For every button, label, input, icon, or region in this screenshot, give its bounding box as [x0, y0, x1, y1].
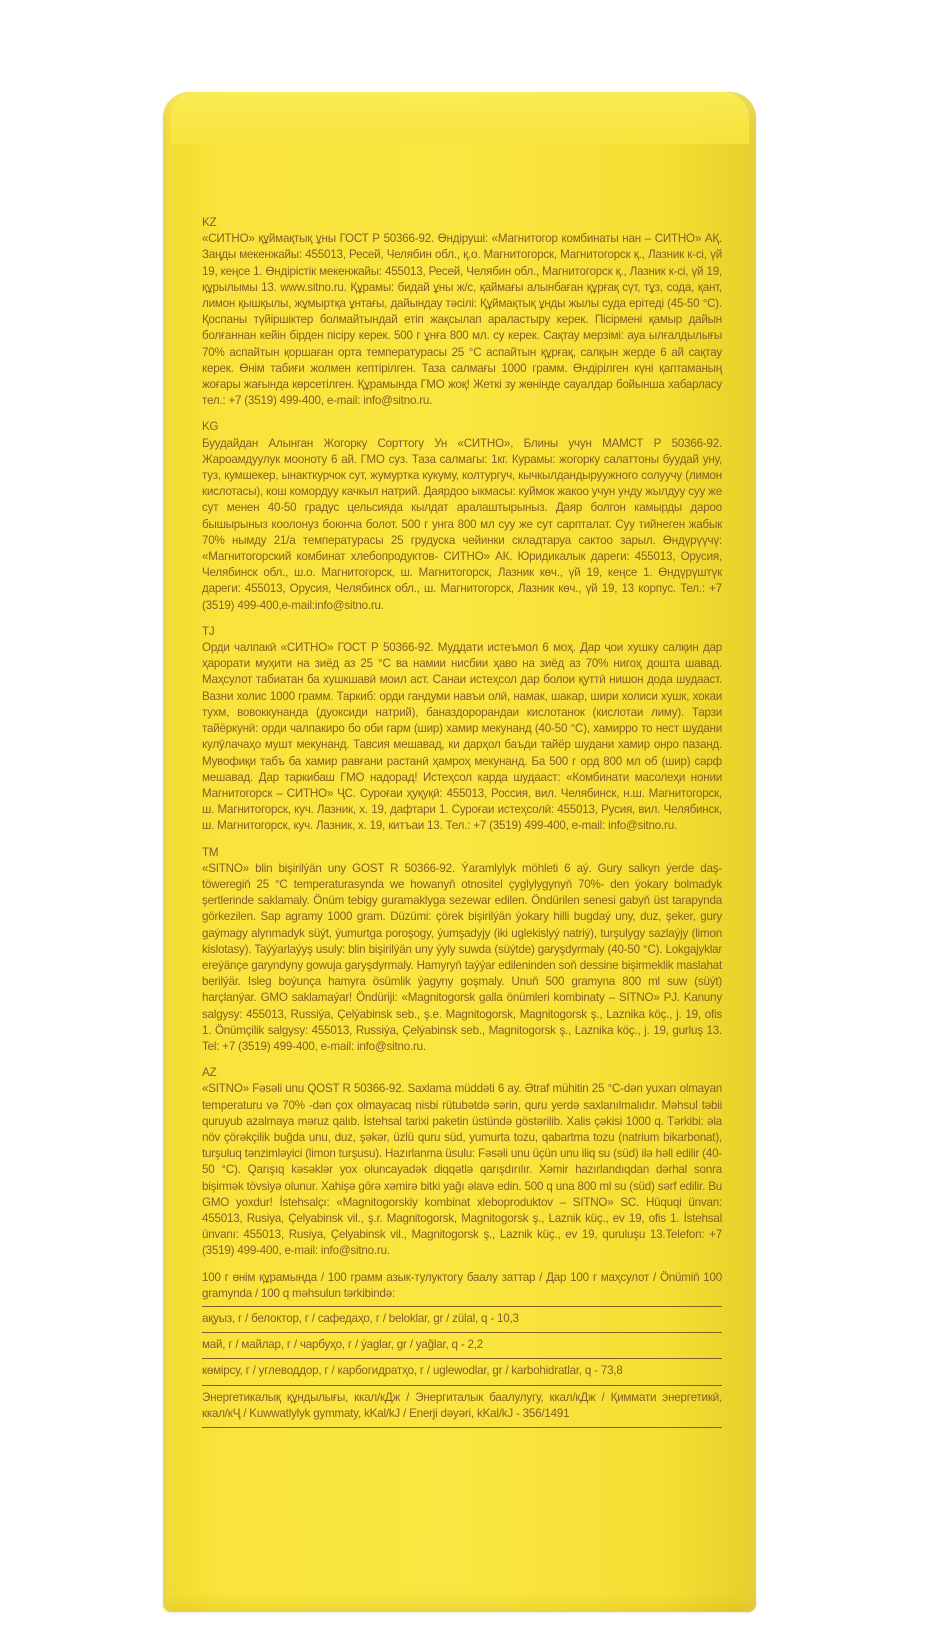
description-text: «SITNO» Fəsəli unu QOST R 50366-92. Saxlama müddəti 6 ay. Ətraf mühitin 25 °C-dən yuxarı olmayan temperaturu və 70% -dən çox olmayacaq nisbi rütubətdə sərin, quru yerdə saxlanılmalıdır. Məhsul təbii quruyub azalmaya məruz qalıb. İstehsal tarixi paketin üstündə göstərilib. Xalis çəkisi 1000 q. Tərkibi: əla növ çörəkçilik buğda unu, duz, şəkər, üzlü quru süd, yumurta tozu, qabartma tozu (natrium bikarbonat), turşuluq tənzimləyici (limon turşusu). Hazırlanma üsulu: Fəsəli unu üçün unu iliq su (süd) ilə həll edilir (40-50 °C). Qarışıq kəsəklər yox oluncayadək diqqətlə qarışdırılır. Xəmir hazırlandıqdan dərhal sonra bişirmək tövsiyə olunur. Xahişə görə xəmirə bitki yağı əlavə edin. 500 q una 800 ml su (süd) sərf edilir. Bu GMO yoxdur! İstehsalçı: «Magnitogorskiy kombinat xleboproduktov – SITNO» SC. Hüquqi ünvan: 455013, Rusiya, Çelyabinsk vil., ş.r. Magnitogorsk, Magnitogorsk ş., Laznik küç., ev 19, ofis 1. İstehsal ünvanı: 455013, Rusiya, Çelyabinsk vil., Magnitogorsk ş., Laznik küç., ev 19, quruluşu 13.Telefon: +7 (3519) 499-400, e-mail: info@sitno.ru.: [202, 1082, 722, 1258]
block-kg: [202, 419, 722, 613]
nutrition-row-protein: ақуыз, г / белоктор, г / сафедаҳо, г / beloklar, gr / zülal, q - 10,3: [202, 1306, 722, 1332]
description-text: «СИТНО» құймақтық ұны ГОСТ Р 50366-92. Өндіруші: «Магнитогор комбинаты нан – СИТНО» АҚ. Заңды мекенжайы: 455013, Ресей, Челябин обл., қ.о. Магнитогорск, Магнитогорск қ., Лазник к-сі, үй 19, кеңсе 1. Өндірістік мекенжайы: 455013, Ресей, Челябин обл., Магнитогорск қ., Лазник к-сі, үй 19, құрылымы 13. www.sitno.ru. Құрамы: бидай ұны ж/с, қаймағы алынбаған құрғақ сүт, тұз, сода, қант, лимон қышқылы, жұмыртқа ұнтағы, дайындау тәсілі: Құймақтық ұнды жылы суда ерітеді (45-50 °С). Қоспаны түйіршіктер болмайтындай етіп жақсылап араластыру керек. Пісірмені қамыр дайын болғаннан кейін бірден пісіру керек. 500 г ұнға 800 мл. су керек. Сақтау мерзімі: ауа ылғалдылығы 70% аспайтын қоршаған орта температурасы 25 °С аспайтын құрғақ, салқын жерде 6 ай сақтау керек. Өнім табиғи жолмен кептірілген. Таза салмағы 1000 грамм. Өндірілген күні қаптаманың жоғары жағында көрсетілген. Құрамында ГМО жоқ! Жеткі зу жөнінде сауалдар бойынша хабарласу тел.: +7 (3519) 499-400, e-mail: info@sitno.ru.: [202, 232, 722, 408]
nutrition-row-carbs: көмірсу, г / углеводдор, г / карбогидратҳо, г / uglewodlar, gr / karbohidratlar, q - 73,8: [202, 1358, 722, 1384]
language-code: KZ: [202, 216, 217, 229]
language-code: KG: [202, 420, 219, 434]
language-code: AZ: [202, 1066, 217, 1080]
language-code: TM: [202, 845, 219, 859]
block-kz: [202, 215, 722, 409]
description-text: Орди чалпакӣ «СИТНО» ГОСТ Р 50366-92. Муддати истеъмол 6 моҳ. Дар ҷои хушку салқин дар ҳарорати муҳити на зиёд аз 25 °С ва намии нисбии ҳаво на зиёд аз 70% нигоҳ дошта шавад. Маҳсулот табиатан ба хушкшавӣ моил аст. Санаи истеҳсол дар болои қуттӣ нишон дода шудааст. Вазни холис 1000 грамм. Таркиб: орди гандуми навъи олӣ, намак, шакар, шири холиси хушк, хокаи тухм, вовоккунанда (дуоксиди натрий), баназдорорандаи кислотанок (кислотаи лиму). Тарзи тайёркунӣ: орди чалпакиро бо оби гарм (шир) хамир мекунанд (40-50 °С), хамирро то нест шудани кулӯлачаҳо мушт мекунанд. Тавсия мешавад, ки дарҳол баъди тайёр шудани хамир онро пазанд. Мувофиқи табъ ба хамир равғани растанӣ ҳамроҳ мекунанд. Ба 500 г орд 800 мл об (шир) сарф мешавад. Дар таркибаш ГМО надорад! Истеҳсол карда шудааст: «Комбинати масолеҳи нонии Магнитогорск – СИТНО» ҶС. Суроғаи ҳуқуқӣ: 455013, Россия, вил. Челябинск, н.ш. Магнитогорск, ш. Магнитогорск, куч. Лазник, х. 19, дафтари 1. Суроғаи истеҳсолӣ: 455013, Русия, вил. Челябинск, ш. Магнитогорск, куч. Лазник, х. 19, китъаи 13. Тел.: +7 (3519) 499-400, e-mail: info@sitno.ru.: [202, 641, 722, 833]
nutrition-table: [202, 1306, 722, 1428]
description-text: Буудайдан Алынган Жогорку Сорттогу Ун «СИТНО», Блины учун МАМСТ Р 50366-92. Жароамдуулук мооноту 6 ай. ГМО суз. Таза салмагы: 1кг. Курамы: жогорку салаттоны буудай уну, туз, кумшекер, ынакткурчок сут, жумуртка кукуму, колтургуч, кычкылдандыруужного солуучу (лимон кислотасы), кош комордуу качкыл натрий. Даярдоо ыкмасы: куймок жакоо учун унду жылдуу суу же сут менен 40-50 градус цельсияда кылдат аралаштырыныз. Даяр болгон камырды дароо бышырыныз коолонуз боюнча болот. 500 г унга 800 мл суу же сут сарпталат. Суу тийнеген жабык 70% нымду 21/а температурасы 25 грудуска чейинки складтаруа сактоо зарыл. Өндүрүүчү: «Магнитогорский комбинат хлебопродуктов- СИТНО» АК. Юридикалык дареги: 455013, Орусия, Челябинск обл., ш.о. Магнитогорск, ш. Магнитогорск, Лазник көч., үй 19, кеңсе 1. Өндүрүштүк дареги: 455013, Орусия, Челябинск обл., ш. Магнитогорск, Лазник көч., үй 19, 13 корпус. Тел.: +7 (3519) 499-400,e-mail:info@sitno.ru.: [202, 436, 722, 612]
product-label-text: [202, 215, 722, 1428]
block-tj: [202, 624, 722, 835]
block-tm: [202, 845, 722, 1056]
nutrition-intro: 100 г өнім құрамында / 100 грамм азык-тулуктогу баалу заттар / Дар 100 г маҳсулот / Önümiň 100 gramynda / 100 q məhsulun tərkibində:: [202, 1270, 722, 1300]
nutrition-row-fat: май, г / майлар, г / чарбуҳо, г / ýaglar, gr / yağlar, q - 2,2: [202, 1332, 722, 1358]
description-text: «SITNO» blin bişirilýän uny GOST R 50366-92. Ýaramlylyk möhleti 6 aý. Gury salkyn ýerde daş-töweregiň 25 °C temperaturasynda we howanyň otnositel çyglylygynyň 70%- den ýokary bolmadyk şertlerinde saklamaly. Önüm tebigy guramaklyga sezewar edilen. Öndürilen senesi gabyň üst tarapynda görkezilen. Sap agramy 1000 gram. Düzümi: çörek bişirilýän ýokary hilli bugdaý uny, duz, şeker, gury gaýmagy alynmadyk süýt, ýumurtga poroşogy, ýumşadyjy (iki uglekislyý natriý), turşulygy sazlaýjy (limon kislotasy). Taýýarlaýyş usuly: blin bişirilýän uny ýyly suwda (süýtde) garyşdyrmaly (40-50 °C). Lokgajyklar ereýänçe garyndyny gowuja garyşdyrmaly. Hamyryň taýýar edileninden soň dessine bişirmeklik maslahat berilýär. Isleg boýunça hamyra ösümlik ýagyny goşmaly. Unuň 500 gramyna 800 ml suw (süýt) harçlanýar. GMO saklamaýar! Öndüriji: «Magnitogorsk galla önümleri kombinaty – SITNO» PJ. Kanuny salgysy: 455013, Russiýa, Çelýabinsk seb., ş.e. Magnitogorsk, Magnitogorsk ş., Laznika köç., j. 19, ofis 1. Önümçilik salgysy: 455013, Russiýa, Çelýabinsk seb., Magnitogorsk ş., Laznika köç., j. 19, gurluş 13. Tel: +7 (3519) 499-400, e-mail: info@sitno.ru.: [202, 861, 722, 1053]
nutrition-row-energy: Энергетикалық құндылығы, ккал/кДж / Энергиталык баалулугу, ккал/кДж / Қиммати энергетикӣ, ккал/кҶ / Kuwwatlylyk gymmaty, kKal/kJ / Enerji dəyəri, kKal/kJ - 356/1491: [202, 1385, 722, 1428]
language-code: TJ: [202, 624, 215, 638]
block-az: [202, 1065, 722, 1259]
package-top-fold: [170, 92, 749, 144]
